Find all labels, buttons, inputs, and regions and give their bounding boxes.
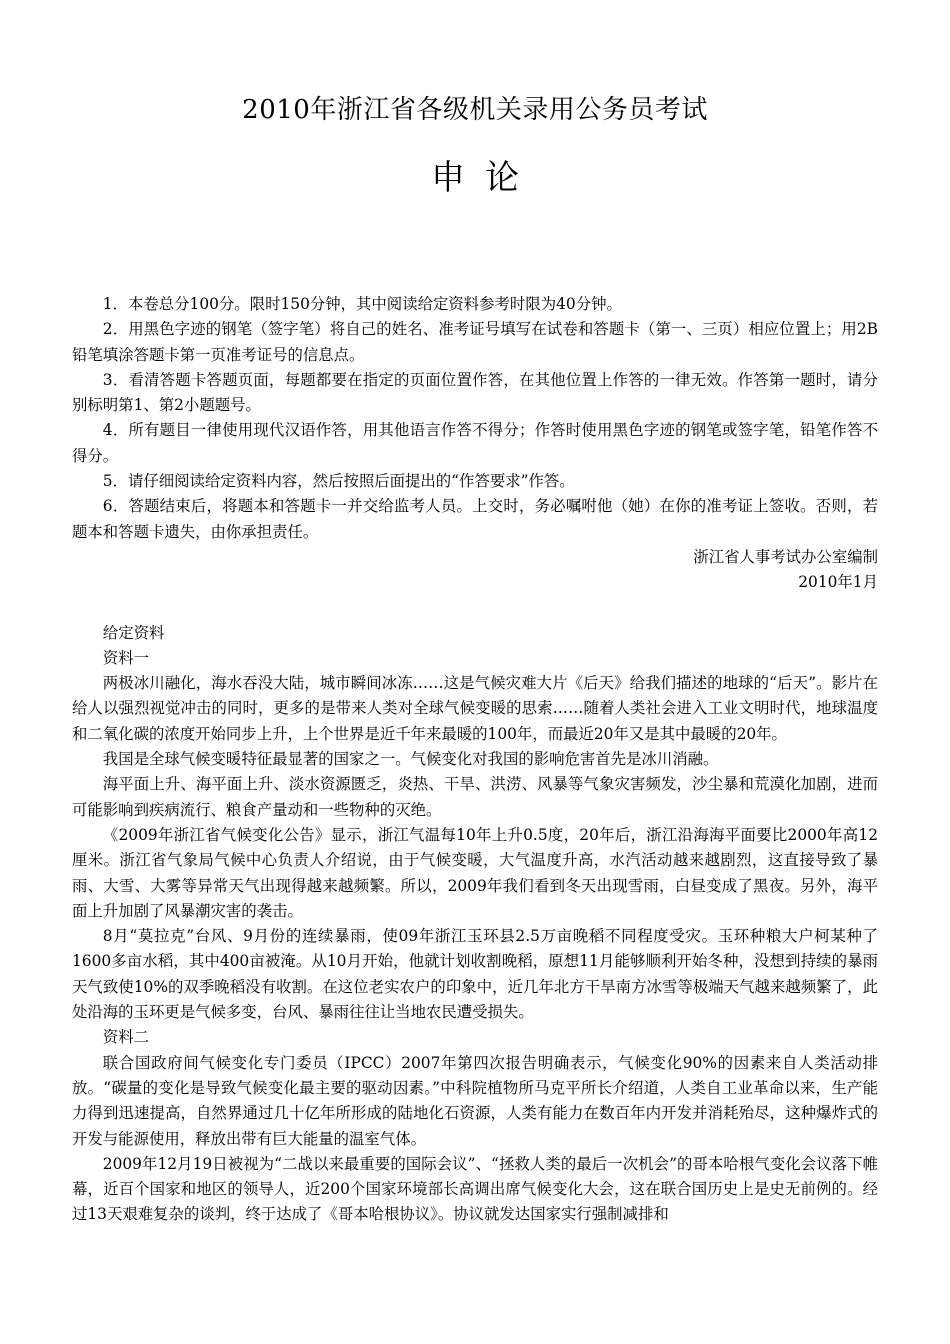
page-title: 2010年浙江省各级机关录用公务员考试: [242, 95, 708, 125]
document-body: [72, 292, 878, 1228]
signature-org: 浙江省人事考试办公室编制: [693, 547, 878, 566]
section-label: 资料二: [102, 1028, 149, 1047]
instruction-item: 1．本卷总分100分。限时150分钟，其中阅读给定资料参考时限为40分钟。: [102, 295, 622, 313]
material-paragraph: 《2009年浙江省气候变化公告》显示，浙江气温每10年上升0.5度，20年后，浙江沿海海平面要比2000年高12厘米。浙江省气象局气候中心负责人介绍说，由于气候变暖，大气温度升高，水汽活动越来越剧烈，这直接导致了暴雨、大雪、大雾等异常天气出现得越来越频繁。所以，2009年我们看到冬天出现雪雨，白昼变成了黑夜。另外，海平面上升加剧了风暴潮灾害的袭击。: [72, 825, 878, 920]
instruction-item: 4．所有题目一律使用现代汉语作答，用其他语言作答不得分；作答时使用黑色字迹的钢笔或签字笔，铅笔作答不得分。: [72, 421, 878, 465]
material-paragraph: 我国是全球气候变暖特征最显著的国家之一。气候变化对我国的影响危害首先是冰川消融。: [102, 750, 719, 769]
section-label: 资料一: [102, 648, 149, 667]
instruction-item: 5．请仔细阅读给定资料内容，然后按照后面提出的“作答要求”作答。: [102, 472, 575, 491]
material-section-2: [72, 1025, 878, 1227]
materials-heading: 给定资料: [102, 623, 165, 642]
material-paragraph: 两极冰川融化，海水吞没大陆，城市瞬间冰冻……这是气候灾难大片《后天》给我们描述的地球的“后天”。影片在给人以强烈视觉冲击的同时，更多的是带来人类对全球气候变暖的思索……随着人类社会进入工业文明时代，地球温度和二氧化碳的浓度开始同步上升，上个世界是近千年来最暖的100年，而最近20年又是其中最暖的20年。: [72, 674, 878, 743]
material-paragraph: 联合国政府间气候变化专门委员（IPCC）2007年第四次报告明确表示，气候变化90%的因素来自人类活动排放。“碳量的变化是导致气候变化最主要的驱动因素。”中科院植物所马克平所长介绍道，人类自工业革命以来，生产能力得到迅速提高，自然界通过几十亿年所形成的陆地化石资源，人类有能力在数百年内开发并消耗殆尽，这种爆炸式的开发与能源使用，释放出带有巨大能量的温室气体。: [72, 1053, 878, 1148]
material-paragraph: 2009年12月19日被视为“二战以来最重要的国际会议”、“拯救人类的最后一次机会”的哥本哈根气变化会议落下帷幕，近百个国家和地区的领导人，近200个国家环境部长高调出席气候变化大会，这在联合国历史上是史无前例的。经过13天艰难复杂的谈判，终于达成了《哥本哈根协议》。协议就发达国家实行强制减排和: [72, 1154, 878, 1224]
page-subtitle: 申论: [431, 158, 539, 198]
material-paragraph: 8月“莫拉克”台风、9月份的连续暴雨，使09年浙江玉环县2.5万亩晚稻不同程度受灾。玉环种粮大户柯某种了1600多亩水稻，其中400亩被淹。从10月开始，他就计划收割晚稻，原想11月能够顺利开始冬种，没想到持续的暴雨天气致使10%的双季晚稻没有收割。在这位老实农户的印象中，近几年北方干旱南方冰雪等极端天气越来越频繁了，此处沿海的玉环更是气候多变，台风、暴雨往往让当地农民遭受损失。: [72, 927, 878, 1022]
material-section-1: [72, 646, 878, 1025]
instruction-item: 2．用黑色字迹的钢笔（签字笔）将自己的姓名、准考证号填写在试卷和答题卡（第一、三页）相应位置上；用2B铅笔填涂答题卡第一页准考证号的信息点。: [72, 320, 878, 364]
signature-date: 2010年1月: [798, 573, 878, 592]
instruction-item: 3．看清答题卡答题页面，每题都要在指定的页面位置作答，在其他位置上作答的一律无效。作答第一题时，请分别标明第1、第2小题题号。: [72, 370, 878, 415]
instruction-item: 6．答题结束后，将题本和答题卡一并交给监考人员。上交时，务必嘱咐他（她）在你的准考证上签收。否则，若题本和答题卡遗失，由你承担责任。: [72, 497, 878, 541]
material-paragraph: 海平面上升、海平面上升、淡水资源匮乏，炎热、干旱、洪涝、风暴等气象灾害频发，沙尘暴和荒漠化加剧，进而可能影响到疾病流行、粮食产量动和一些物种的灭绝。: [72, 775, 878, 819]
spacer: [72, 596, 878, 621]
instructions-section: [72, 292, 878, 545]
